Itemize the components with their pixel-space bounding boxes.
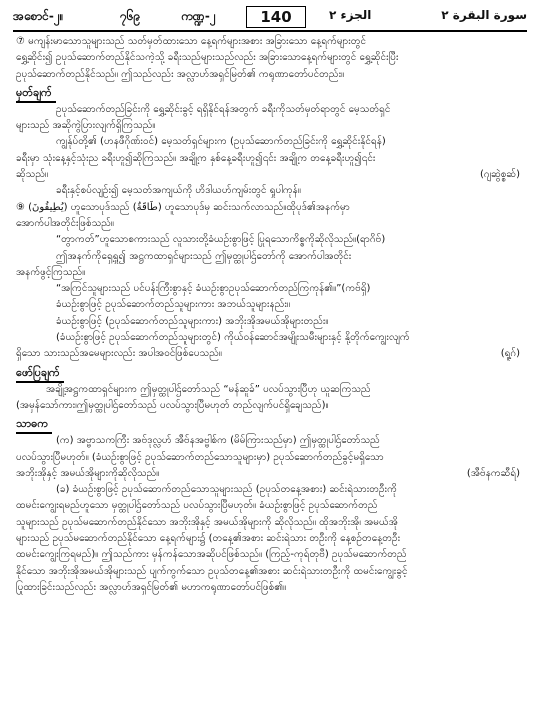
text-line: (က) အဗ္ဗာသကကြီး အဗ်ဒုလ္လဟ် အီဗ်နအဗ္ဗါစ်က (မိမ်ကြားသည်မှာ) ဤမှတ္ထုပါဌ်တော်သည်: [56, 435, 380, 447]
text-line: “တွာကတ်”ဟူသောစကားသည် လူသားတို့ခံယဉ်းစွာဖြင့် ပြုရသောကိစ္စကိုဆိုလိုသည်။(ရာဂိဗ်): [56, 234, 386, 246]
text-line: ထမင်းကျွေးရမည်ဟူသော မှတ္ထုပါဌ်တော်သည် ပလပ်သွားပြီမဟုတ်။ ခံယဉ်းစွာဖြင့် ဥပုသ်ဆောက်တည်: [16, 500, 378, 512]
text-line: အနက်ဖွင့်ကြသည်။: [16, 266, 86, 278]
text-line: နိုင်သော အဘိုးအိုအမယ်အိုများသည် ပျက်ကွက်သော ဥပုသ်တနေ့၏အစား ဆင်းရဲသားတဦးကို ထမင်းကျွေးခွင့်: [16, 565, 408, 577]
text-line: (အမှန်သော်ကား၊ဤမှတ္ထုပါဌ်တော်သည် ပလပ်သွားပြီမဟုတ် တည်လျက်ပင်ရှိချေသည်)။: [16, 399, 329, 411]
page-header: [13, 6, 527, 28]
section-heading-text: သာဓက: [16, 415, 52, 434]
text-line: ခရီးမှာ သုံးနေ့နှင့်သုံးည ခရီးဟူ၍ဆိုကြသည်။ အချို့က နှစ်နေ့ခရီးဟူ၍၎င်း အချို့က တနေ့ခရီးဟူ၍၎င်း: [16, 152, 376, 164]
text-line: [16, 167, 528, 183]
text-line: ပြုထားခြင်းသည်လည်း အလ္လာဟ်အရှင်မြတ်၏ မဟာကရုဏာတော်ပင်ဖြစ်၏။: [16, 581, 287, 593]
header-arabic-surah: سورة البقرة ٢: [441, 8, 527, 22]
section-heading: [16, 415, 528, 432]
section-heading-text: ဖော်ပြချက်: [16, 364, 64, 383]
section-heading-text: မှတ်ချက်: [16, 84, 56, 103]
text-line: (ခံယဉ်းစွာဖြင့် ဥပုသ်ဆောက်တည်သူများတွင်) ကိုယ်ဝန်ဆောင်အမျိုးသမီးများနှင့် နို့တိုက်ကျွေးလျက်: [56, 332, 410, 344]
header-juz-label: ကဏ္ဍ-၂: [181, 9, 216, 23]
header-left-number: ၇၆၉: [120, 9, 141, 23]
text-line: ကျွန်ုပ်တို့၏ (ဟနဖီဂိုဏ်းဝင်) မေ့သတ်ရှင်များက (ဥပုသ်ဆောက်တည်ခြင်းကို ရွှေ့ဆိုင်းနိုင်ရန်): [56, 136, 386, 148]
page-number: 140: [260, 8, 292, 26]
text-line: အောက်ပါအတိုင်းဖြစ်သည်။: [16, 217, 114, 229]
text-line: ဥပုသ်ဆောက်တည်နိုင်သည်။ ဤသည်လည်း အလ္လာဟ်အရှင်မြတ်၏ ကရုဏာတော်ပင်တည်း။: [16, 68, 345, 80]
text-line: ထမင်းကျွေးကြရမည်)။ ဤသည်ကား မှန်ကန်သောအဆိုပင်ဖြစ်သည်။ (ကြည့်-ကုရ်တုဗီ) ဥပုသ်မဆောက်တည်: [16, 549, 407, 561]
section-heading: [16, 364, 528, 381]
text-line: ရွှေ့ဆိုင်း၍ ဥပုသ်ဆောက်တည်နိုင်သကဲ့သို့ ခရီးသည်များသည်လည်း အခြားသောနေ့ရက်များတွင် ရွှေ့ဆိုင်းပြီး: [16, 52, 399, 64]
text-line: အချို့အဋ္ဌကထာရှင်များက ဤမှတ္ထုပါဌ်တော်သည် “မန်ဆူခ်” ပလပ်သွားပြီဟု ယူဆကြသည်: [46, 383, 371, 395]
text-line-body: ဆိုသည်။: [16, 169, 49, 181]
header-volume-label: အစောင်-၂။: [13, 9, 64, 23]
text-line: [16, 466, 528, 482]
text-line: ဤအနက်ကိုရှေ့ရှု၍ အဋ္ဌကထာရှင်များသည် ဤမှတ္ထုပါဌ်တော်ကို အောက်ပါအတိုင်း: [56, 250, 352, 262]
text-line: ခရီးနှင့်စပ်လျဉ်း၍ မေ့သတ်အကျယ်ကို ဟိဒါယဟ်ကျမ်းတွင် ရှုပါကုန်။: [56, 185, 301, 197]
citation-source: (ဂျဆွဲစ္စဆ်): [479, 169, 520, 181]
text-line: ဥပုသ်ဆောက်တည်ခြင်းကို ရွှေ့ဆိုင်းခွင့် ရရှိနိုင်ရန်အတွက် ခရီးကိုသတ်မှတ်ရာတွင် မေ့သတ်ရှင်: [56, 103, 391, 115]
text-line: ပလပ်သွားပြီမဟုတ်။ (ခံယဉ်းစွာဖြင့် ဥပုသ်ဆောက်တည်သောသူများမှာ) ဥပုသ်ဆောက်တည်ခွင့်မရှိသော: [16, 451, 384, 463]
text-line: များသည် ဥပုသ်မဆောက်တည်နိုင်သော နေ့ရက်များ၌ (တနေ့၏အစား ဆင်းရဲသား တဦးကို နေ့စဉ်တနေ့တဦး: [16, 533, 401, 545]
section-heading: [16, 84, 528, 101]
page-body: [16, 34, 528, 596]
text-line: များသည် အဆိုကွဲပြားလျက်ရှိကြသည်။: [16, 120, 156, 132]
text-line: ခံယဉ်းစွာဖြင့် ဥပုသ်ဆောက်တည်သူများကား အဘယ်သူများနည်း။: [56, 299, 290, 311]
page-number-box: [246, 6, 306, 28]
text-line: သူများသည် ဥပုသ်မဆောက်တည်နိုင်သော အဘိုးအိုနှင့် အမယ်အိုများကို ဆိုလိုသည်။ ထိုအဘိုးအို၊ အမယ်အို: [16, 516, 398, 528]
text-line-body: ရှိသော သားသည်အမေများလည်း အပါအဝင်ဖြစ်ပေသည်။: [16, 348, 222, 360]
text-line: ⑦ မကျန်းမာသောသူများသည် သတ်မှတ်ထားသော နေ့ရက်များအစား အခြားသော နေ့ရက်များတွင်: [16, 36, 367, 47]
citation-source: (ရူ့ဂ်): [500, 348, 520, 360]
text-line: “အကြင်သူများသည် ပင်ပန်းကြီးစွာနှင့် ခံယဉ်းစွာဥပုသ်ဆောက်တည်ကြကုန်၏။”(ကဗ်ရှိ): [56, 283, 371, 295]
text-line: (ခ) ခံယဉ်းစွာဖြင့် ဥပုသ်ဆောက်တည်သောသူများသည် (ဥပုသ်တနေ့အစား) ဆင်းရဲသားတဦးကို: [56, 484, 397, 496]
header-arabic-juz: الجزء ٢: [329, 8, 372, 22]
citation-source: (အီဗ်နကဆီရ်): [466, 467, 520, 479]
header-rule: [13, 30, 527, 32]
text-line: ခံယဉ်းစွာဖြင့် (ဥပုသ်ဆောက်တည်သူများကား) အဘိုးအိုအမယ်အိုများတည်း။: [56, 315, 329, 327]
text-line-body: အဘိုးအိုနှင့် အမယ်အိုများကိုဆိုလိုသည်။: [16, 467, 160, 479]
text-line: [16, 346, 528, 362]
text-line: ⑨ (يُطِيقُونَ) ဟူသောပုဒ်သည် (طَاقَةٌ) ဟူသောပုဒ်မှ ဆင်းသက်လာသည်။ထိုပုဒ်၏အနက်မှာ: [16, 201, 350, 213]
